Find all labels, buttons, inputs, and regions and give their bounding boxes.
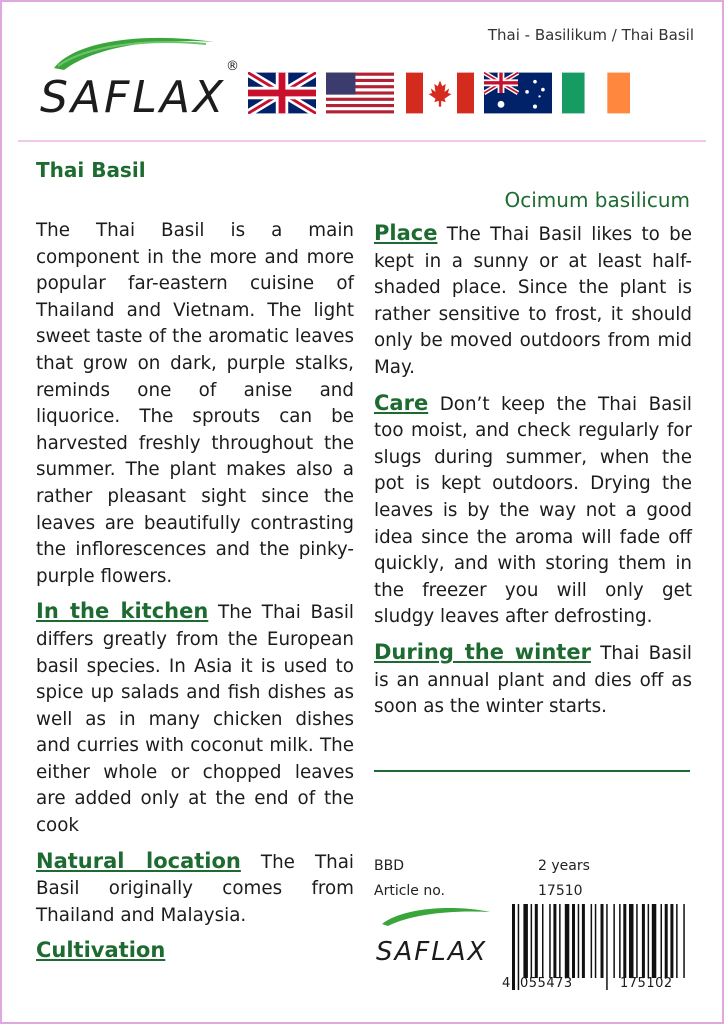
barcode-bar bbox=[652, 904, 657, 978]
place-text: The Thai Basil likes to be kept in a sunny or at least half-shaded place. Since the plant is rather sensitive to frost, it should only be moved outdoors from mid May. bbox=[374, 224, 693, 378]
barcode-bar bbox=[601, 904, 604, 978]
barcode-bar bbox=[512, 904, 515, 990]
article-label: Article no. bbox=[374, 883, 446, 899]
barcode-bar bbox=[629, 904, 634, 978]
barcode-digit-first: 4 bbox=[502, 976, 511, 991]
saflax-logo-small bbox=[372, 902, 500, 972]
saflax-logo bbox=[36, 28, 246, 128]
barcode-bar bbox=[553, 904, 556, 978]
barcode-bar bbox=[518, 904, 520, 990]
kitchen-heading: In the kitchen bbox=[36, 599, 209, 624]
australia-flag-icon bbox=[484, 72, 552, 114]
product-title: Thai Basil bbox=[36, 158, 146, 182]
place-section bbox=[374, 220, 692, 382]
winter-heading: During the winter bbox=[374, 639, 591, 664]
barcode-bar bbox=[535, 904, 538, 978]
winter-text: Thai Basil is an annual plant and dies off as soon as the winter starts. bbox=[374, 642, 692, 718]
registered-mark: ® bbox=[226, 59, 239, 74]
barcode-bar bbox=[623, 904, 626, 978]
place-heading: Place bbox=[374, 221, 438, 245]
barcode-bar bbox=[606, 904, 608, 990]
intro-paragraph: The Thai Basil is a main component in the more and more popular far-eastern cuisine of Thailand and Vietnam. The light sweet taste of the aromatic leaves that grow on dark, purple stalks, reminds one of anise and liquorice. The sprouts can be harvested freshly throughout the summer. The plant makes also a rather pleasant sight since the leaves are beautifully contrasting the inflorescences and the pinky-purple flowers. bbox=[36, 220, 354, 587]
barcode-bar bbox=[676, 904, 678, 978]
barcode-bar bbox=[582, 904, 585, 978]
barcode-bar bbox=[661, 904, 663, 978]
barcode-bar bbox=[648, 904, 650, 978]
article-value: 17510 bbox=[538, 883, 583, 899]
logo-text: SAFLAX bbox=[40, 72, 227, 123]
canada-flag-icon bbox=[406, 72, 474, 114]
ireland-flag-icon bbox=[562, 72, 630, 114]
barcode-bar bbox=[642, 904, 645, 978]
barcode-bar bbox=[670, 904, 673, 978]
bbd-label: BBD bbox=[374, 858, 404, 874]
barcode-bar bbox=[578, 904, 580, 978]
barcode-bar bbox=[636, 904, 638, 978]
uk-flag-icon bbox=[248, 72, 316, 114]
natural-location-heading: Natural location bbox=[36, 848, 241, 873]
barcode-bar bbox=[613, 904, 615, 978]
barcode-bar bbox=[683, 904, 685, 978]
barcode-group1: 055473 bbox=[520, 976, 573, 991]
kitchen-text: The Thai Basil differs greatly from the European basil species. In Asia it is used to spice up salads and fish dishes as well as in many chicken dishes and curries with coconut milk. The either whole or chopped leaves are added only at the end of the cook bbox=[36, 602, 354, 837]
care-heading: Care bbox=[374, 390, 429, 415]
latin-name: Ocimum basilicum bbox=[504, 188, 690, 212]
natural-location-text: The Thai Basil originally comes from Thailand and Malaysia. bbox=[36, 851, 354, 926]
bbd-value: 2 years bbox=[538, 858, 590, 874]
logo-small-text: SAFLAX bbox=[376, 937, 488, 967]
barcode-bar bbox=[665, 904, 668, 978]
barcode-bar bbox=[549, 904, 551, 978]
barcode-bar bbox=[523, 904, 528, 978]
barcode-bar bbox=[572, 904, 575, 978]
usa-flag-icon bbox=[326, 72, 394, 114]
cultivation-heading: Cultivation bbox=[36, 938, 166, 963]
care-section bbox=[374, 390, 692, 631]
barcode-bar bbox=[619, 904, 621, 978]
natural-location-section bbox=[36, 848, 354, 930]
header-divider bbox=[18, 140, 706, 142]
green-divider bbox=[374, 770, 690, 772]
care-text: Don’t keep the Thai Basil too moist, and check regularly for slugs during summer, when the pot is kept outdoors. Drying the leaves is by the way not a good idea since the aroma will fade off quickly, and with storing them in the freezer you will only get sludgy leaves after defrosting. bbox=[374, 393, 692, 628]
right-column bbox=[374, 220, 692, 729]
header-title: Thai - Basilikum / Thai Basil bbox=[487, 26, 694, 44]
barcode-bar bbox=[559, 904, 561, 978]
winter-section bbox=[374, 639, 692, 721]
barcode-bar bbox=[591, 904, 593, 978]
barcode-bar bbox=[531, 904, 533, 978]
barcode-bar bbox=[542, 904, 544, 978]
barcode-bar bbox=[565, 904, 570, 978]
barcode-bar bbox=[595, 904, 597, 978]
barcode-group2: 175102 bbox=[620, 976, 673, 991]
left-column bbox=[36, 218, 354, 964]
kitchen-section bbox=[36, 598, 354, 839]
